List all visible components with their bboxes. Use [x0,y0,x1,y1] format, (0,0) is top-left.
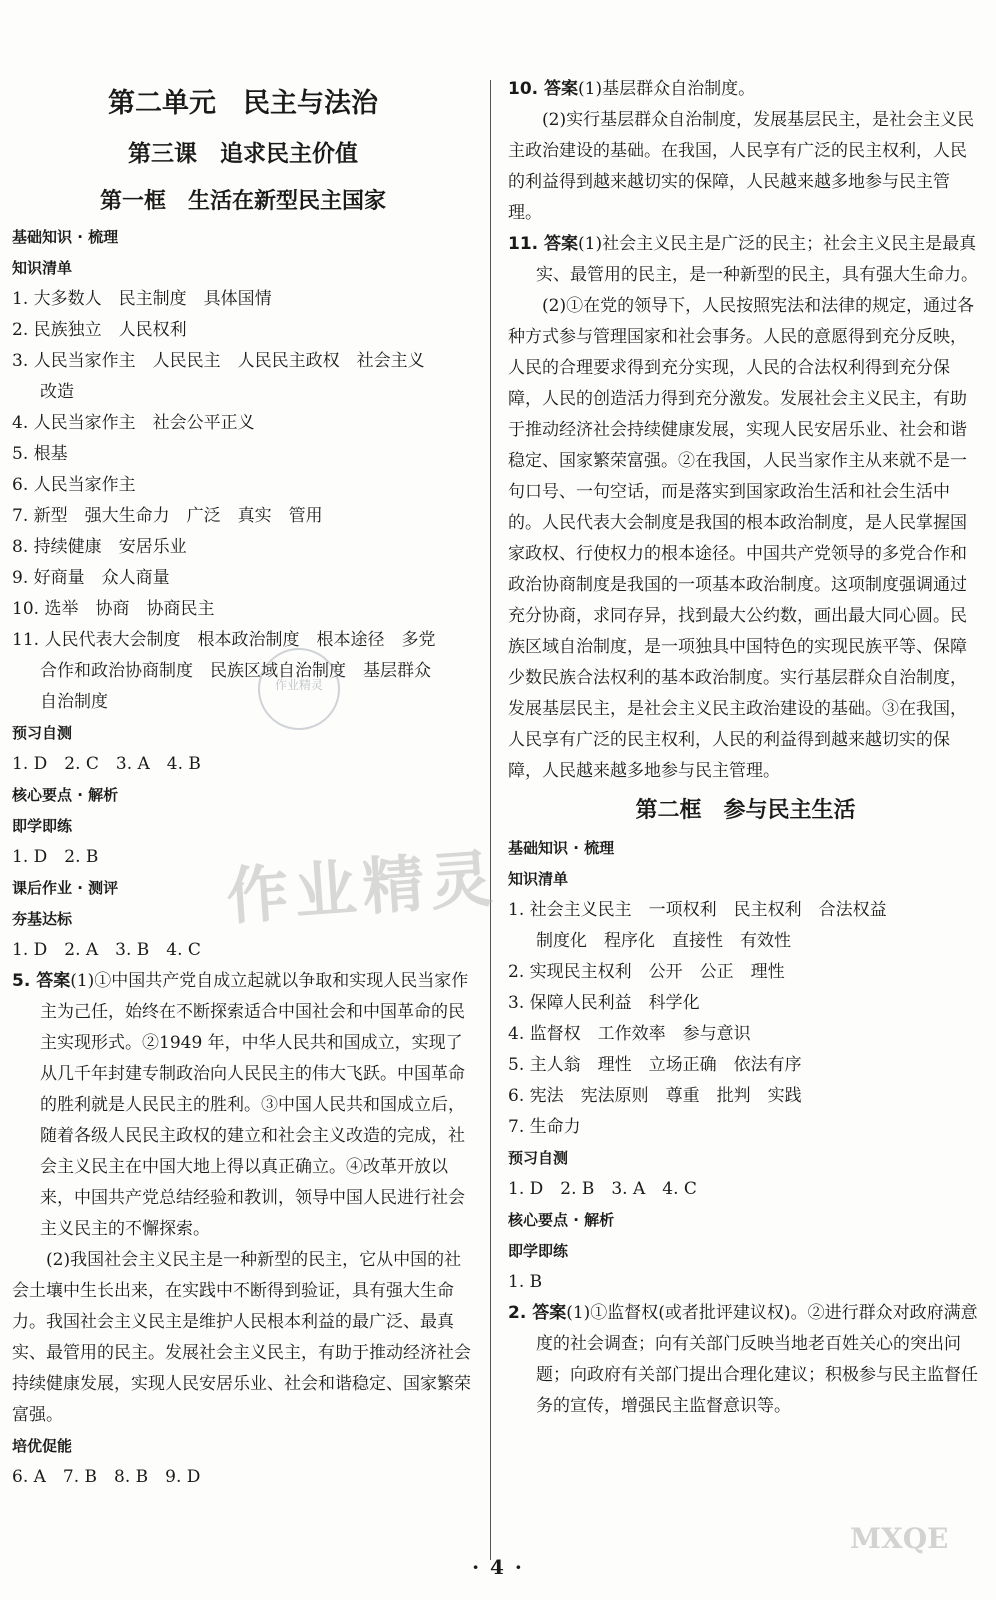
lesson-title: 第三课 追求民主价值 [128,140,358,167]
list-item: 合作和政治协商制度 民族区域自治制度 基层群众 [40,661,431,681]
answer-text: (1)①监督权(或者批评建议权)。②进行群众对政府满意度的社会调查；向有关部门反映当地老百姓关心的突出问题；向政府有关部门提出合理化建议；积极参与民主监督任务的宣传，增强民主监督意识等。 [536,1303,978,1416]
section-preview-test: 预习自测 [12,724,73,742]
page-number: · 4 · [472,1555,524,1579]
answer-q2 [508,1298,983,1422]
section-learn-practice: 即学即练 [508,1242,569,1260]
list-item: 制度化 程序化 直接性 有效性 [536,931,791,951]
list-item: 2. 民族独立 人民权利 [12,320,187,340]
list-item: 5. 主人翁 理性 立场正确 依法有序 [508,1055,802,1075]
preview-answers: 1. D 2. B 3. A 4. C [508,1179,697,1199]
section-learn-practice: 即学即练 [12,817,73,835]
list-item: 11. 人民代表大会制度 根本政治制度 根本途径 多党 [12,630,436,650]
answer-q11-part2: (2)①在党的领导下，人民按照宪法和法律的规定，通过各种方式参与管理国家和社会事务。人民的意愿得到充分反映，人民的合理要求得到充分实现，人民的合法权利得到充分保障，人民的创造活力得到充分激发。发展社会主义民主，有助于推动经济社会持续健康发展，实现人民安居乐业、社会和谐稳定、国家繁荣富强。②在我国，人民当家作主从来就不是一句口号、一句空话，而是落实到国家政治生活和社会生活中的。人民代表大会制度是我国的根本政治制度，是人民掌握国家政权、行使权力的根本途径。中国共产党领导的多党合作和政治协商制度是我国的一项基本政治制度。这项制度强调通过充分协商，求同存异，找到最大公约数，画出最大同心圆。民族区域自治制度，是一项独具中国特色的实现民族平等、保障少数民族合法权利的基本政治制度。实行基层群众自治制度，发展基层民主，是社会主义民主政治建设的基础。③在我国，人民享有广泛的民主权利，人民的利益得到越来越切实的保障，人民越来越多地参与民主管理。 [508,296,975,781]
answer-text: (1)社会主义民主是广泛的民主；社会主义民主是最真实、最管用的民主，是一种新型的民主，具有强大生命力。 [536,234,978,285]
section-core-points: 核心要点 · 解析 [12,786,119,804]
list-item: 8. 持续健康 安居乐业 [12,537,187,557]
preview-answers: 1. D 2. C 3. A 4. B [12,754,201,774]
list-item: 3. 人民当家作主 人民民主 人民民主政权 社会主义 [12,351,425,371]
answer-label: 2. 答案 [508,1303,567,1323]
stamp-watermark [258,648,340,730]
stamp-text: 作业精灵 [274,678,323,692]
list-item: 1. 大多数人 民主制度 具体国情 [12,289,272,309]
answer-text: (1)基层群众自治制度。 [578,79,756,99]
answer-q5 [12,966,474,1245]
section-basic-knowledge: 基础知识 · 梳理 [508,839,615,857]
section-preview-test: 预习自测 [508,1149,569,1167]
answer-q5-part2: (2)我国社会主义民主是一种新型的民主，它从中国的社会土壤中生长出来，在实践中不断得到验证，具有强大生命力。我国社会主义民主是维护人民根本利益的最广泛、最真实、最管用的民主。发展社会主义民主，有助于推动经济社会持续健康发展，实现人民安居乐业、社会和谐稳定、国家繁荣富强。 [12,1250,471,1425]
learn-answers: 1. B [508,1272,543,1292]
answer-text: (1)①中国共产党自成立起就以争取和实现人民当家作主为己任，始终在不断探索适合中国社会和中国革命的民主实现形式。②1949 年，中华人民共和国成立，实现了从几千年封建专制政治向人民民主的伟大飞跃。中国革命的胜利就是人民民主的胜利。③中国人民共和国成立后，随着各级人民民主政权的建立和社会主义改造的完成，社会主义民主在中国大地上得以真正确立。④改革开放以来，中国共产党总结经验和教训，领导中国人民进行社会主义民主的不懈探索。 [40,971,469,1239]
section-knowledge-list: 知识清单 [508,870,569,888]
section-basic-knowledge: 基础知识 · 梳理 [12,228,119,246]
answer-label: 5. 答案 [12,971,71,991]
list-item: 改造 [40,382,74,402]
list-item: 6. 宪法 宪法原则 尊重 批判 实践 [508,1086,802,1106]
learn-answers: 1. D 2. B [12,847,99,867]
right-column [508,74,983,1422]
answer-label: 10. 答案 [508,79,579,99]
list-item: 7. 新型 强大生命力 广泛 真实 管用 [12,506,323,526]
watermark-text: 作业精灵 [224,841,501,934]
column-divider [490,80,491,1560]
list-item: 2. 实现民主权利 公开 公正 理性 [508,962,785,982]
section-homework: 课后作业 · 测评 [12,879,119,897]
section-knowledge-list: 知识清单 [12,259,73,277]
foundation-answers: 1. D 2. A 3. B 4. C [12,940,201,960]
answer-q10-part2: (2)实行基层群众自治制度，发展基层民主，是社会主义民主政治建设的基础。在我国，人民享有广泛的民主权利，人民的利益得到越来越切实的保障，人民越来越多地参与民主管理。 [508,110,975,223]
list-item: 6. 人民当家作主 [12,475,136,495]
section-advanced: 培优促能 [12,1437,73,1455]
list-item: 4. 人民当家作主 社会公平正义 [12,413,255,433]
left-column [12,0,474,1493]
answer-q11 [508,229,983,291]
answer-label: 11. 答案 [508,234,579,254]
list-item: 1. 社会主义民主 一项权利 民主权利 合法权益 [508,900,887,920]
list-item: 9. 好商量 众人商量 [12,568,170,588]
frame-title-1: 第一框 生活在新型民主国家 [99,188,386,214]
list-item: 7. 生命力 [508,1117,581,1137]
list-item: 3. 保障人民利益 科学化 [508,993,700,1013]
advanced-answers: 6. A 7. B 8. B 9. D [12,1467,201,1487]
list-item: 4. 监督权 工作效率 参与意识 [508,1024,751,1044]
corner-watermark: MXQE [850,1522,949,1555]
section-core-points: 核心要点 · 解析 [508,1211,615,1229]
answer-q10 [508,74,983,105]
section-foundation: 夯基达标 [12,910,73,928]
list-item: 10. 选举 协商 协商民主 [12,599,215,619]
frame-title-2: 第二框 参与民主生活 [635,797,856,823]
list-item: 自治制度 [40,692,108,712]
list-item: 5. 根基 [12,444,68,464]
unit-title: 第二单元 民主与法治 [108,88,378,119]
